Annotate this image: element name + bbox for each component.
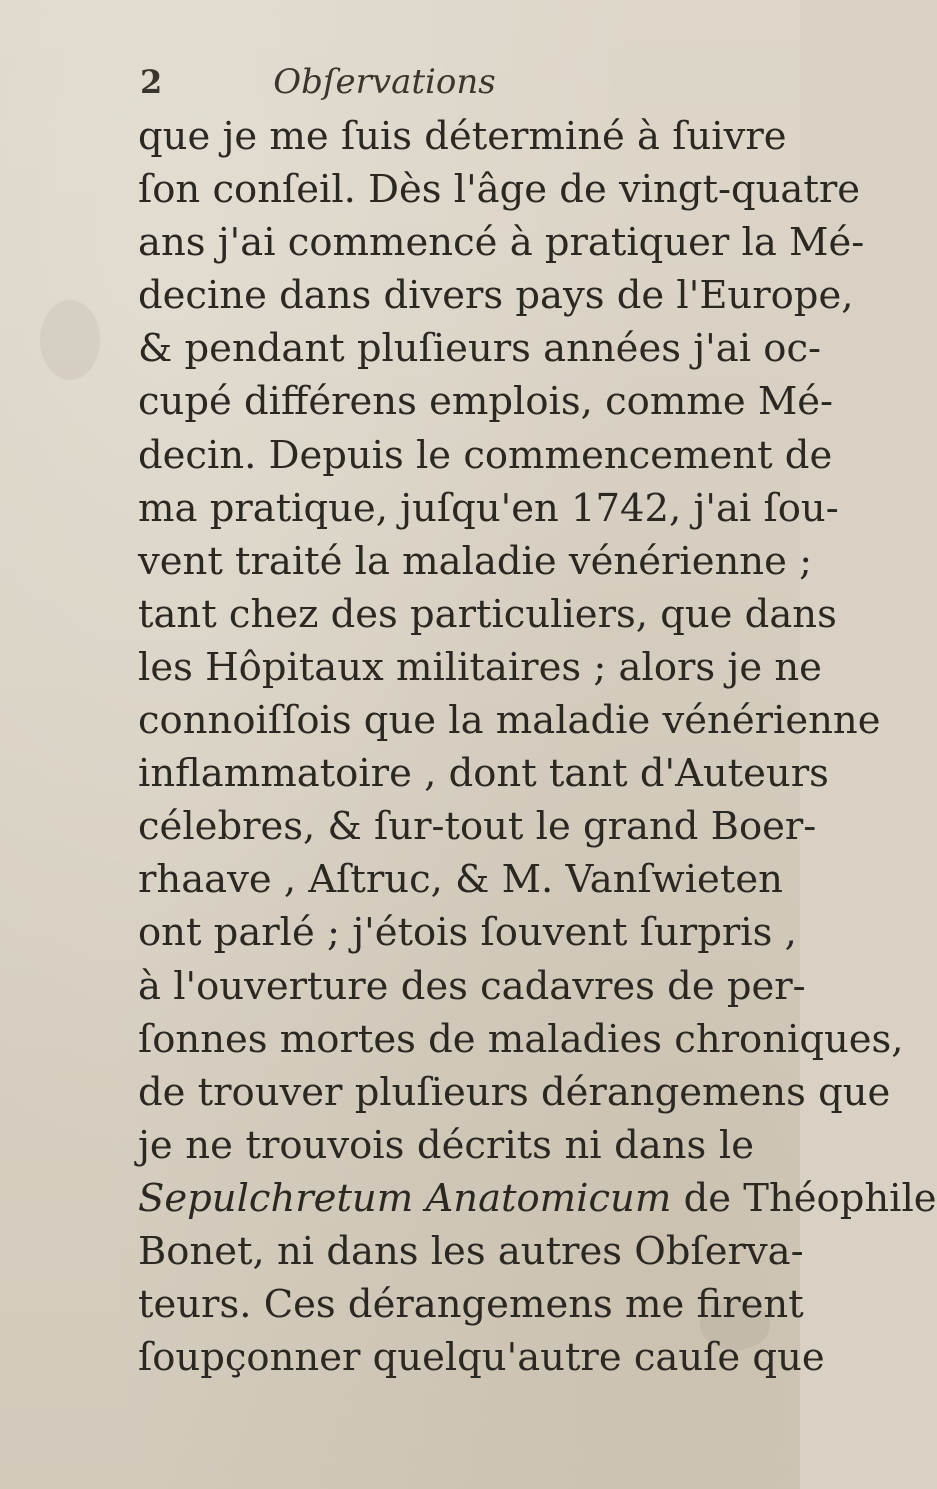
text-line: ſon conſeil. Dès l'âge de vingt-quatre <box>138 167 861 213</box>
text-line: que je me ſuis déterminé à ſuivre <box>138 114 787 159</box>
running-title: Obſervations <box>273 62 496 102</box>
text-line: ans j'ai commencé à pratiquer la Mé- <box>138 220 865 266</box>
page-number: 2 <box>140 63 164 101</box>
text-line: teurs. Ces dérangemens me firent <box>138 1282 804 1328</box>
text-line: connoiſſois que la maladie vénérienne <box>138 698 881 744</box>
text-line: inflammatoire , dont tant d'Auteurs <box>138 751 829 797</box>
text-line: les Hôpitaux militaires ; alors je ne <box>138 644 822 690</box>
text-line: à l'ouverture des cadavres de per- <box>138 963 806 1009</box>
text-line: ont parlé ; j'étois ſouvent ſurpris , <box>138 910 797 956</box>
text-line: ſoupçonner quelqu'autre cauſe que <box>138 1335 825 1381</box>
text-line: je ne trouvois décrits ni dans le <box>138 1122 754 1168</box>
text-line: célebres, & ſur-tout le grand Boer- <box>138 804 817 850</box>
book-title: Sepulchretum Anatomicum <box>138 1175 672 1221</box>
paper-stain <box>40 300 100 380</box>
text-line: de trouver pluſieurs dérangemens que <box>138 1069 891 1115</box>
text-line: decin. Depuis le commencement de <box>138 432 833 478</box>
text-line: ma pratique, juſqu'en 1742, j'ai ſou- <box>138 485 839 531</box>
text-line: decine dans divers pays de l'Europe, <box>138 273 854 319</box>
text-line: cupé différens emplois, comme Mé- <box>138 379 834 425</box>
text-line: vent traité la maladie vénérienne ; <box>138 538 813 584</box>
text-fragment: de Théophile <box>671 1175 937 1221</box>
text-line: Bonet, ni dans les autres Obſerva- <box>138 1228 804 1274</box>
text-line: & pendant pluſieurs années j'ai oc- <box>138 326 822 372</box>
body-text <box>138 110 937 1384</box>
page-header <box>140 62 700 106</box>
text-line: tant chez des particuliers, que dans <box>138 591 837 637</box>
text-line-italic-title <box>138 1172 937 1225</box>
text-line: ſonnes mortes de maladies chroniques, <box>138 1016 904 1062</box>
text-line: rhaave , Aſtruc, & M. Vanſwieten <box>138 857 783 903</box>
